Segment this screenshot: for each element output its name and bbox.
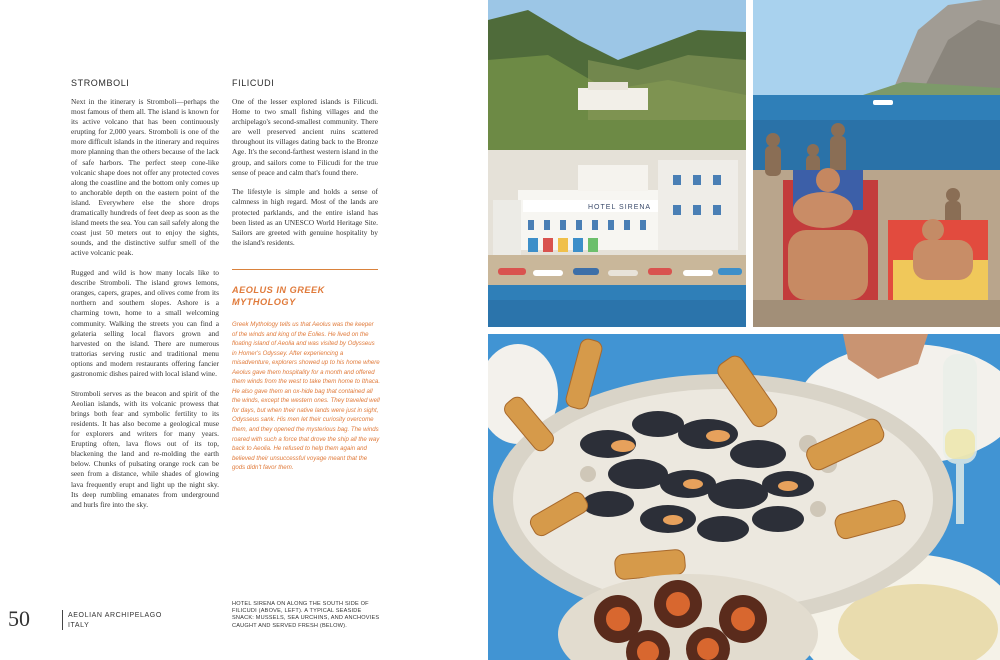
filicudi-paragraph: The lifestyle is simple and holds a sense of calmness in high regard. Most of the lands are protected parklands, and the entire island has been listed as an UNESCO World Heritage Site. Sailors are greeted with genuine hospitality by the island's residents.	[232, 187, 378, 247]
sidebar-title: AEOLUS IN GREEK MYTHOLOGY	[232, 285, 325, 307]
stromboli-paragraph: Rugged and wild is how many locals like to describe Stromboli. The island grows lemons, oranges, capers, grapes, and olives come from its northern and southern slopes. Ashore is a charming town, home to a small welcoming community. Walking the streets you can find a gelateria selling local flavors grown and harvested on the island. There are numerous trattorias serving rustic and traditional menu options and modern restaurants offering fancier gastronomic dishes paired with local island wine.	[71, 268, 219, 379]
beach-photo	[753, 0, 1000, 327]
stromboli-heading: STROMBOLI	[71, 78, 130, 88]
filicudi-paragraph: One of the lesser explored islands is Filicudi. Home to two small fishing villages and the archipelago's second-smallest community. There are well preserved ancient ruins scattered throughout its villages dating back to the Bronze Age. It's the second-farthest western island in the group, and sailors come to Filicudi for the true sense of peace and calm that's found there.	[232, 97, 378, 177]
folio-divider	[62, 610, 63, 630]
page-number: 50	[8, 606, 30, 631]
sidebar-text: Greek Mythology tells us that Aeolus was the keeper of the winds and king of the Eolies. He lived on the floating island of Aeolia and was visited by Odysseus in Homer's Odyssey. After experiencing a misadventure, explorers showed up to his home where Aeolus gave them hospitality for a month and offered them winds from the west to take them home to Ithaca. He also gave them an ox-hide bag that contained all the winds, except the western ones. They traveled well for days, but when their native lands were just in sight, Odysseus sank. His men let their curiosity overcome them, and they opened the mysterious bag. The winds roared with such a force that drove the ship all the way back to Aeolia. He refused to help them again and believed their unsuccessful voyage meant that the gods didn't favor them.	[232, 321, 381, 472]
section-label-line: ITALY	[68, 622, 90, 629]
section-label-line: AEOLIAN ARCHIPELAGO	[68, 612, 162, 619]
section-label	[68, 611, 162, 631]
filicudi-body	[232, 97, 378, 258]
hotel-sign: HOTEL SIRENA	[588, 204, 652, 211]
village-photo	[488, 0, 746, 327]
sidebar-divider	[232, 269, 378, 270]
stromboli-paragraph: Next in the itinerary is Stromboli—perhaps the most famous of them all. The island is known for its active volcano that has been continuously erupting for 2,000 years. Stromboli is one of the more difficult islands in the itinerary and requires more planning than the others because of the lack of safe harbors. The perfect steep cone-like volcanic shape does not offer any protected coves along the coastline and the bottom only comes up to anchorable depth on the eastern point of the island. Everywhere else the shore drops dramatically hundreds of feet deep as soon as the island meets the sea. You can sail safely along the coast just 50 meters out to enjoy the sights, sounds, and the distinctive sulfur smell of the active volcanic peak.	[71, 97, 219, 258]
stromboli-paragraph: Stromboli serves as the beacon and spirit of the Aeolian islands, with its volcanic prowess that brings both fear and symbolic fertility to its residents. It has also become a geological muse for explorers and writers for many years. Erupting often, lava flows out of its top, blackening the land and re-molding the earth below. Chunks of pulsating orange rock can be seen from a distance, while shades of glowing lava frequently erupt and light up the night sky. Its deep rumbling emanates from underground and hurls fire into the sky.	[71, 388, 219, 509]
stromboli-body	[71, 97, 219, 519]
photo-caption: HOTEL SIRENA ON ALONG THE SOUTH SIDE OF FILICUDI (ABOVE, LEFT). A TYPICAL SEASIDE SNACK: MUSSELS, SEA URCHINS, AND ANCHOVIES CAUGHT AND SERVED FRESH (BELOW).	[232, 601, 380, 629]
filicudi-heading: FILICUDI	[232, 78, 275, 88]
seafood-photo	[488, 334, 1000, 660]
